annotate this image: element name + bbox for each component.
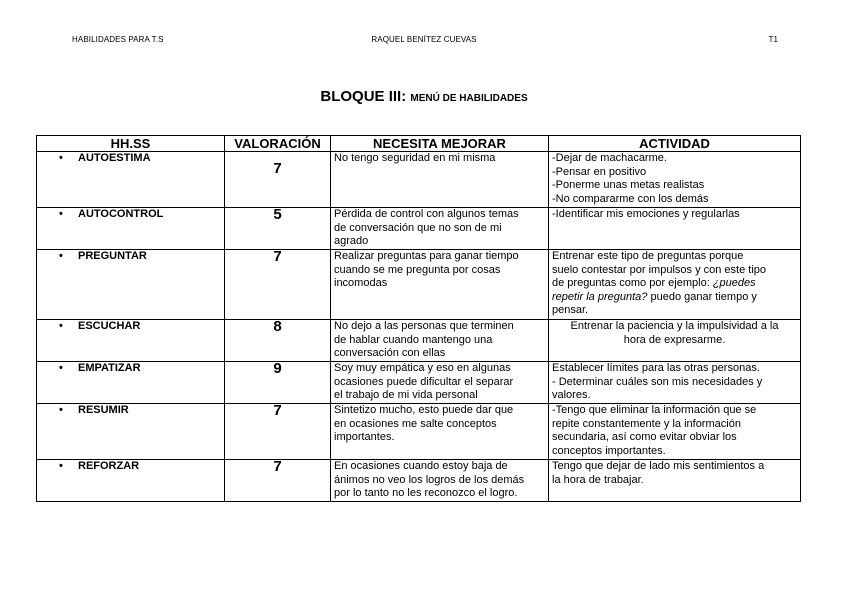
improve-line: cuando se me pregunta por cosas <box>334 263 501 276</box>
activity-cell <box>549 460 801 502</box>
skills-table <box>36 135 801 502</box>
page-title <box>0 88 848 105</box>
activity-cell <box>549 208 801 250</box>
table-header-row <box>37 136 801 152</box>
score-value: 9 <box>273 360 282 377</box>
improve-line: Realizar preguntas para ganar tiempo <box>334 250 519 262</box>
skill-label: EMPATIZAR <box>78 362 141 374</box>
improve-line: el trabajo de mi vida personal <box>334 389 478 402</box>
score-cell <box>225 362 331 404</box>
activity-line: repite constantemente y la información <box>552 417 741 430</box>
activity-line: secundaria, así como evitar obviar los <box>552 431 737 444</box>
bullet-icon: • <box>59 460 63 472</box>
col-header-activity: ACTIVIDAD <box>549 136 801 152</box>
skill-label: AUTOESTIMA <box>78 152 151 164</box>
improve-line: conversación con ellas <box>334 347 446 360</box>
activity-example: repetir la pregunta? <box>552 290 648 303</box>
table-row <box>37 460 801 502</box>
skill-label: ESCUCHAR <box>78 320 141 332</box>
activity-line: hora de expresarme. <box>623 333 726 346</box>
score-value: 7 <box>273 160 282 177</box>
improve-line: por lo tanto no les reconozco el logro. <box>334 487 518 500</box>
activity-cell <box>549 320 801 362</box>
score-cell <box>225 404 331 460</box>
activity-line: valores. <box>552 389 591 402</box>
activity-line: Entrenar la paciencia y la impulsividad a la <box>570 320 779 332</box>
activity-line: Tengo que dejar de lado mis sentimientos a <box>552 460 765 472</box>
activity-cell <box>549 404 801 460</box>
score-cell <box>225 208 331 250</box>
header-left: HABILIDADES PARA T.S <box>72 35 164 44</box>
table-row <box>37 320 801 362</box>
activity-line: la hora de trabajar. <box>552 473 644 486</box>
activity-line: -Ponerme unas metas realistas <box>552 179 705 192</box>
activity-line <box>552 277 797 291</box>
activity-line: -Pensar en positivo <box>552 165 647 178</box>
table-row <box>37 250 801 320</box>
improve-line: No dejo a las personas que terminen <box>334 320 514 332</box>
col-header-skill: HH.SS <box>37 136 225 152</box>
header-center: RAQUEL BENÍTEZ CUEVAS <box>371 35 477 44</box>
header-right: T1 <box>768 35 778 44</box>
bullet-icon: • <box>59 404 63 416</box>
activity-line: -Identificar mis emociones y regularlas <box>552 208 740 220</box>
skill-label: AUTOCONTROL <box>78 208 164 220</box>
improve-line: Pérdida de control con algunos temas <box>334 208 519 220</box>
table-row <box>37 362 801 404</box>
skill-cell <box>37 208 225 250</box>
col-header-improve: NECESITA MEJORAR <box>331 136 549 152</box>
activity-cell <box>549 250 801 320</box>
activity-text: de preguntas como por ejemplo: <box>552 277 710 290</box>
title-main: BLOQUE III: <box>320 88 407 105</box>
activity-line <box>552 291 797 305</box>
skill-cell <box>37 362 225 404</box>
bullet-icon: • <box>59 362 63 374</box>
activity-cell <box>549 362 801 404</box>
improve-line: ocasiones puede dificultar el separar <box>334 375 514 388</box>
improve-cell <box>331 320 549 362</box>
skill-cell <box>37 404 225 460</box>
improve-line: ánimos no veo los logros de los demás <box>334 473 525 486</box>
improve-cell <box>331 152 549 208</box>
improve-line: No tengo seguridad en mi misma <box>334 152 496 164</box>
score-cell <box>225 152 331 208</box>
title-sub: MENÚ DE HABILIDADES <box>410 93 528 104</box>
activity-cell <box>549 152 801 208</box>
activity-line: pensar. <box>552 304 589 317</box>
improve-line: importantes. <box>334 431 395 444</box>
table-row <box>37 404 801 460</box>
score-cell <box>225 460 331 502</box>
improve-line: En ocasiones cuando estoy baja de <box>334 460 508 472</box>
bullet-icon: • <box>59 320 63 332</box>
score-cell <box>225 250 331 320</box>
improve-line: Sintetizo mucho, esto puede dar que <box>334 404 514 416</box>
score-value: 5 <box>273 206 282 223</box>
activity-example: ¿puedes <box>712 277 756 290</box>
skill-cell <box>37 250 225 320</box>
activity-line: suelo contestar por impulsos y con este tipo <box>552 263 767 276</box>
score-value: 7 <box>273 458 282 475</box>
skill-cell <box>37 460 225 502</box>
table-row <box>37 208 801 250</box>
score-value: 8 <box>273 318 282 335</box>
activity-text: puedo ganar tiempo y <box>650 290 757 303</box>
improve-line: de conversación que no son de mi <box>334 221 502 234</box>
activity-line: -Tengo que eliminar la información que se <box>552 404 757 416</box>
bullet-icon: • <box>59 250 63 262</box>
col-header-score: VALORACIÓN <box>225 136 331 152</box>
skill-label: REFORZAR <box>78 460 140 472</box>
improve-cell <box>331 362 549 404</box>
improve-cell <box>331 250 549 320</box>
improve-cell <box>331 208 549 250</box>
skill-cell <box>37 320 225 362</box>
activity-line: Establecer límites para las otras personas. <box>552 362 760 374</box>
skill-label: RESUMIR <box>78 404 129 416</box>
score-value: 7 <box>273 248 282 265</box>
improve-line: incomodas <box>334 277 388 290</box>
skill-cell <box>37 152 225 208</box>
activity-line: - Determinar cuáles son mis necesidades y <box>552 375 763 388</box>
activity-line: -No compararme con los demás <box>552 192 709 205</box>
activity-line: conceptos importantes. <box>552 444 666 457</box>
score-cell <box>225 320 331 362</box>
improve-cell <box>331 404 549 460</box>
improve-cell <box>331 460 549 502</box>
activity-line: -Dejar de machacarme. <box>552 152 667 164</box>
table-row <box>37 152 801 208</box>
skill-label: PREGUNTAR <box>78 250 147 262</box>
improve-line: en ocasiones me salte conceptos <box>334 417 497 430</box>
activity-line: Entrenar este tipo de preguntas porque <box>552 250 744 262</box>
improve-line: de hablar cuando mantengo una <box>334 333 493 346</box>
improve-line: Soy muy empática y eso en algunas <box>334 362 511 374</box>
bullet-icon: • <box>59 208 63 220</box>
improve-line: agrado <box>334 235 369 248</box>
score-value: 7 <box>273 402 282 419</box>
bullet-icon: • <box>59 152 63 164</box>
